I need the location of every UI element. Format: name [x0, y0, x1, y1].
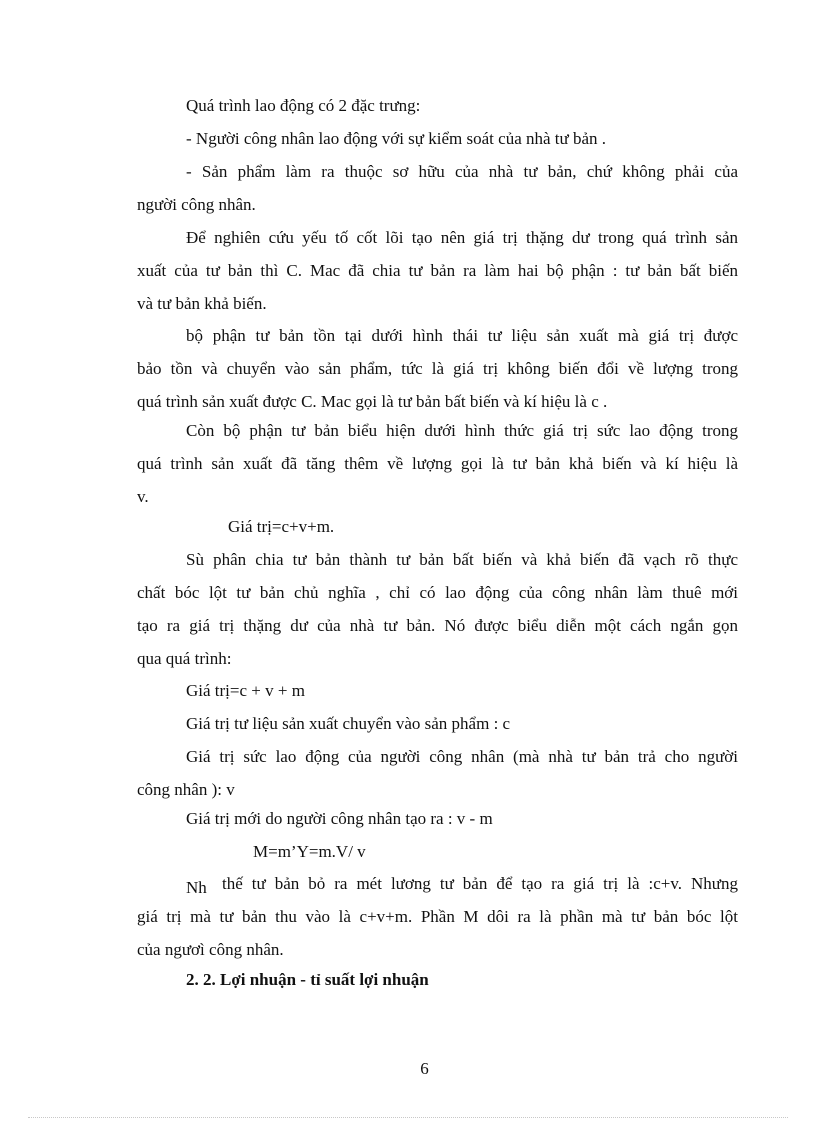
paragraph-capital-split-line3: và tư bản khả biến. — [137, 294, 267, 313]
bullet-second-cont: người công nhân. — [137, 195, 256, 214]
formula-surplus-rate: M=m’Y=m.V/ v — [253, 842, 366, 861]
line-new-value: Giá trị mới do người công nhân tạo ra : v - m — [186, 809, 493, 828]
bullet-second: - Sản phẩm làm ra thuộc sơ hữu của nhà tư bản, chứ không phải của — [186, 162, 738, 181]
line-labor-power: Giá trị sức lao động của người công nhân (mà nhà tư bản trả cho người — [186, 747, 738, 766]
line-labor-power-cont: công nhân ): v — [137, 780, 235, 799]
paragraph-conclusion: thế tư bản bỏ ra mét lương tư bản để tạo ra giá trị là :c+v. Nhưng — [222, 874, 738, 893]
formula-value: Giá trị=c+v+m. — [228, 517, 335, 536]
section-heading: 2. 2. Lợi nhuận - tỉ suất lợi nhuận — [186, 970, 429, 989]
formula-value-expanded: Giá trị=c + v + m — [186, 681, 305, 700]
paragraph-constant-capital-line2: bảo tồn và chuyển vào sản phẩm, tức là giá trị không biến đổi về lượng trong — [137, 359, 738, 378]
paragraph-constant-capital-line3: quá trình sản xuất được C. Mac gọi là tư bản bất biến và kí hiệu là c . — [137, 392, 608, 411]
paragraph-conclusion-line2: giá trị mà tư bản thu vào là c+v+m. Phần M dôi ra là phần mà tư bản bóc lột — [137, 907, 738, 926]
bullet-first: - Người công nhân lao động với sự kiểm soát của nhà tư bản . — [186, 129, 607, 148]
paragraph-variable-capital-line3: v. — [137, 487, 149, 506]
paragraph-exploitation-line2: chất bóc lột tư bản chủ nghĩa , chỉ có lao động của công nhân làm thuê mới — [137, 583, 738, 602]
paragraph-constant-capital: bộ phận tư bản tồn tại dưới hình thái tư liệu sản xuất mà giá trị được — [186, 326, 738, 345]
line-means-of-production: Giá trị tư liệu sản xuất chuyển vào sản phẩm : c — [186, 714, 511, 733]
paragraph-capital-split-line2: xuất của tư bản thì C. Mac đã chia tư bản ra làm hai bộ phận : tư bản bất biến — [137, 261, 738, 280]
paragraph-exploitation-line4: qua quá trình: — [137, 649, 232, 668]
paragraph-exploitation-line3: tạo ra giá trị thặng dư của nhà tư bản. Nó được biểu diễn một cách ngắn gọn — [137, 616, 738, 635]
page-bottom-divider — [28, 1117, 788, 1118]
paragraph-variable-capital-line2: quá trình sản xuất đã tăng thêm về lượng gọi là tư bản khả biến và kí hiệu là — [137, 454, 738, 473]
paragraph-conclusion-start: Nh — [186, 878, 207, 897]
page-number: 6 — [420, 1059, 429, 1078]
paragraph-variable-capital: Còn bộ phận tư bản biểu hiện dưới hình thức giá trị sức lao động trong — [186, 421, 738, 440]
paragraph-intro: Quá trình lao động có 2 đặc trưng: — [186, 96, 421, 115]
paragraph-capital-split: Để nghiên cứu yếu tố cốt lõi tạo nên giá trị thặng dư trong quá trình sản — [186, 228, 738, 247]
paragraph-exploitation: Sù phân chia tư bản thành tư bản bất biến và khả biến đã vạch rõ thực — [186, 550, 738, 569]
paragraph-conclusion-line3: của ngươì công nhân. — [137, 940, 284, 959]
